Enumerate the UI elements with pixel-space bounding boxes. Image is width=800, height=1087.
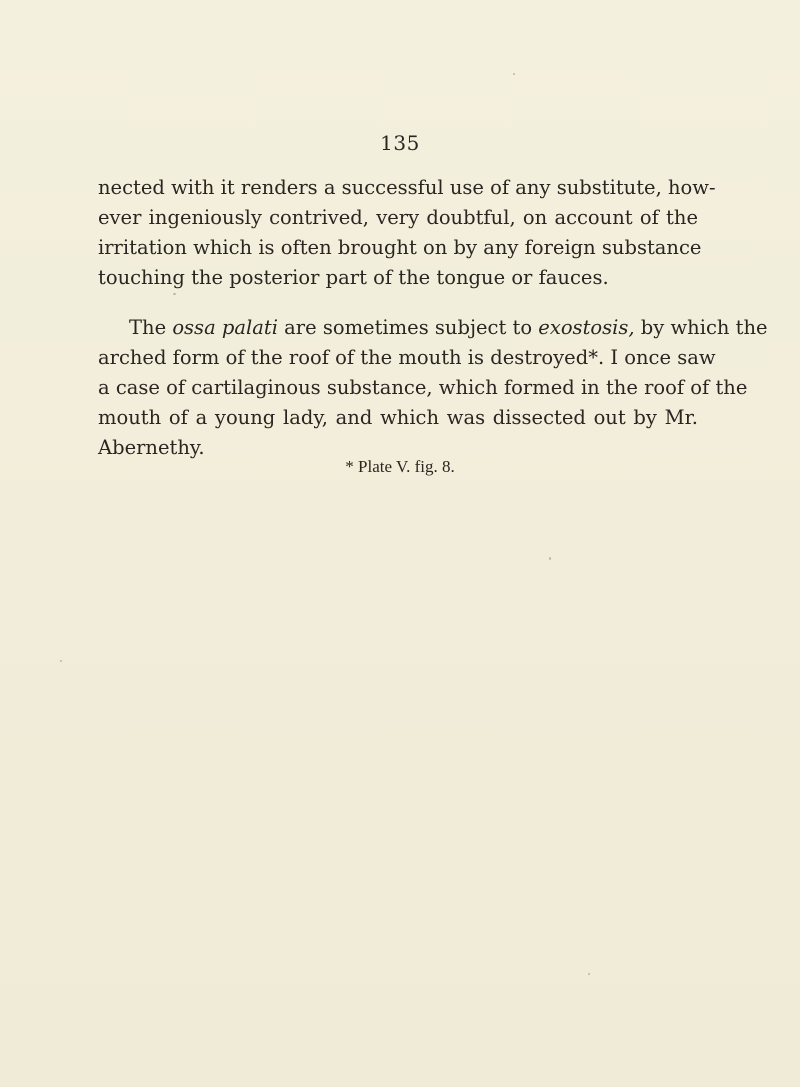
text-line: mouth of a young lady, and which was dissected out by Mr. xyxy=(98,406,698,429)
text-line: a case of cartilaginous substance, which formed in the roof of the xyxy=(98,376,748,399)
paragraph-ossa-palati xyxy=(98,313,768,463)
text-line: touching the posterior part of the tongue or fauces. xyxy=(98,266,609,289)
text-segment: The xyxy=(129,316,173,339)
text-segment: by which the xyxy=(634,316,768,339)
text-line: arched form of the roof of the mouth is destroyed*. I once saw xyxy=(98,346,716,369)
italic-term-ossa-palati: ossa palati xyxy=(172,316,278,339)
paper-speck xyxy=(173,293,176,295)
text-line: Abernethy. xyxy=(98,436,205,459)
text-line xyxy=(98,313,768,343)
paper-speck xyxy=(549,557,551,560)
paper-speck xyxy=(513,73,515,75)
page-number: 135 xyxy=(380,131,420,155)
paragraph-continued xyxy=(98,173,716,293)
text-line: nected with it renders a successful use of any substitute, how- xyxy=(98,176,716,199)
text-segment: are sometimes subject to xyxy=(277,316,539,339)
paper-speck xyxy=(588,973,590,975)
text-line: irritation which is often brought on by any foreign substance xyxy=(98,236,702,259)
paper-speck xyxy=(60,660,62,662)
text-line: ever ingeniously contrived, very doubtful, on account of the xyxy=(98,206,698,229)
footnote: * Plate V. fig. 8. xyxy=(345,457,455,476)
italic-term-exostosis: exostosis, xyxy=(538,316,635,339)
